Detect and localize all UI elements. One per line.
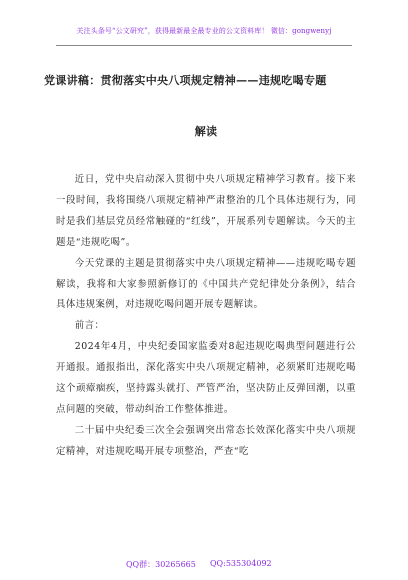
header-divider xyxy=(56,45,352,46)
header-banner: 关注头条号“公文研究”，获得最新最全最专业的公文资料库！ 微信：gongwenyj xyxy=(76,27,332,35)
document-body xyxy=(56,170,356,463)
paragraph-theme: 今天党课的主题是贯彻落实中央八项规定精神——违规吃喝专题解读，我将和大家参照新修订的《中国共产党纪律处分条例》，结合具体违规案例，对违规吃喝问题开展专题解读。 xyxy=(56,257,356,311)
title-line-1: 党课讲稿：贯彻落实中央八项规定精神——违规吃喝专题 xyxy=(44,74,327,87)
paragraph-preface-heading: 前言： xyxy=(74,320,105,332)
paragraph-report: 2024年4月，中央纪委国家监委对8起违规吃喝典型问题进行公开通报。通报指出，深化落实中央八项规定精神，必须紧盯违规吃喝这个顽瘴痼疾，坚持露头就打、严管严治，坚决防止反弹回潮，以重点问题的突破，带动纠治工作整体推进。 xyxy=(56,341,356,415)
document-title xyxy=(44,70,368,143)
footer-qq-contact: QQ:535304092 xyxy=(210,559,272,568)
title-line-2: 解读 xyxy=(194,125,218,138)
footer-qq-group: QQ群：30265665 xyxy=(126,560,196,569)
paragraph-intro: 近日，党中央启动深入贯彻中央八项规定精神学习教育。接下来一段时间，我将围绕八项规定精神严肃整治的几个具体违规行为，同时是我们基层党员经常触碰的“红线”，开展系列专题解读。今天的主题是“违规吃喝”。 xyxy=(56,174,356,248)
paragraph-plenary: 二十届中央纪委三次全会强调突出常态长效深化落实中央八项规定精神，对违规吃喝开展专项整治，严查“吃 xyxy=(56,424,356,457)
